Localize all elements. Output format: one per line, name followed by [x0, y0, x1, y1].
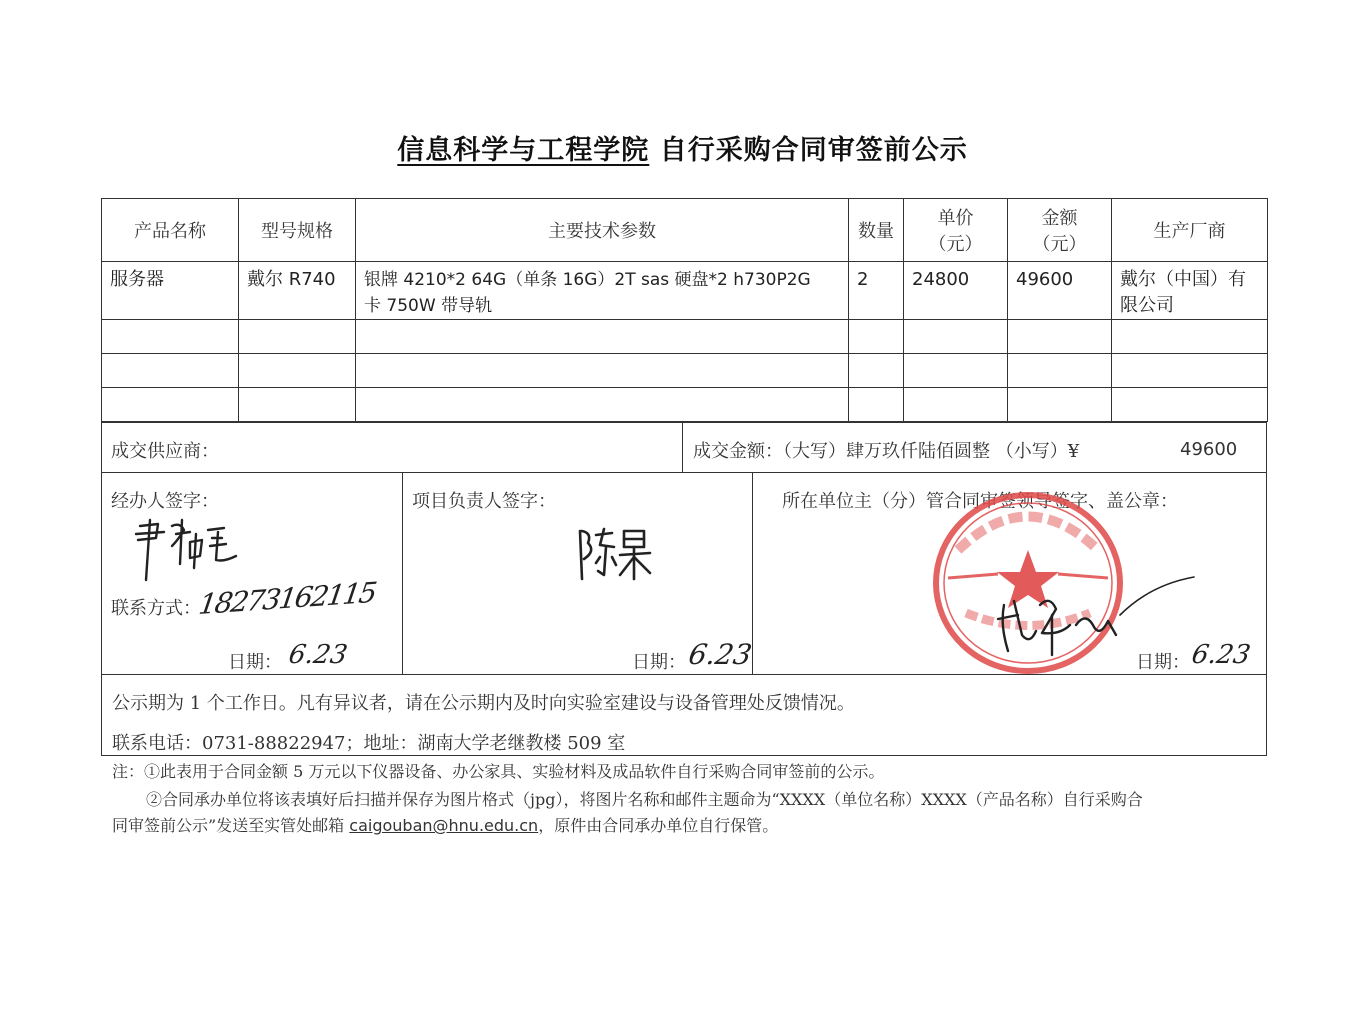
- handler-date-label: 日期：: [228, 652, 282, 673]
- cell-qty: 2: [849, 262, 904, 320]
- header-qty: 数量: [849, 199, 904, 262]
- cell-amount: 49600: [1008, 262, 1112, 320]
- notice-period: 公示期为 1 个工作日。凡有异议者，请在公示期内及时向实验室建设与设备管理处反馈情况。: [112, 693, 855, 714]
- table-row: [102, 320, 1268, 354]
- handler-signature: [132, 512, 242, 584]
- supplier-label: 成交供应商：: [111, 441, 219, 462]
- notice-contact: 联系电话：0731-88822947；地址：湖南大学老继教楼 509 室: [112, 733, 626, 754]
- document-title: [0, 128, 1365, 167]
- cell-product-name: 服务器: [102, 262, 239, 320]
- table-header-row: [102, 199, 1268, 262]
- note-2: ②合同承办单位将该表填好后扫描并保存为图片格式（jpg），将图片名称和邮件主题命为“XXXX（单位名称）XXXX（产品名称）自行采购合: [146, 790, 1143, 809]
- contact-handwritten: 18273162115: [196, 575, 378, 622]
- cell-maker: 戴尔（中国）有 限公司: [1112, 262, 1268, 320]
- cell-params: 银牌 4210*2 64G（单条 16G）2T sas 硬盘*2 h730P2G 卡 750W 带导轨: [356, 262, 849, 320]
- header-model: 型号规格: [239, 199, 356, 262]
- leader-signature: [574, 525, 654, 583]
- leader-date: 6.23: [686, 638, 755, 671]
- email-link[interactable]: caigouban@hnu.edu.cn: [349, 816, 539, 835]
- handler-date: 6.23: [286, 640, 350, 670]
- leader-date-label: 日期：: [632, 652, 686, 673]
- unit-date-label: 日期：: [1136, 652, 1190, 673]
- unit-sign-label: 所在单位主（分）管合同审签领导签字、盖公章：: [782, 491, 1178, 512]
- deal-amount-value: 49600: [1180, 439, 1238, 460]
- header-maker: 生产厂商: [1112, 199, 1268, 262]
- contact-label: 联系方式：: [111, 598, 201, 619]
- product-table: [101, 198, 1268, 422]
- table-row: [102, 354, 1268, 388]
- cell-model: 戴尔 R740: [239, 262, 356, 320]
- table-row: [102, 388, 1268, 422]
- title-subject: 自行采购合同审签前公示: [649, 135, 968, 166]
- header-amount: 金额 （元）: [1008, 199, 1112, 262]
- unit-date: 6.23: [1189, 640, 1253, 670]
- note-1: 注：①此表用于合同金额 5 万元以下仪器设备、办公家具、实验材料及成品软件自行采购合同审签前的公示。: [112, 762, 885, 781]
- title-department: 信息科学与工程学院: [397, 135, 650, 166]
- header-params: 主要技术参数: [356, 199, 849, 262]
- cell-unit-price: 24800: [904, 262, 1008, 320]
- table-row: [102, 262, 1268, 320]
- header-product-name: 产品名称: [102, 199, 239, 262]
- header-unit-price: 单价 （元）: [904, 199, 1008, 262]
- leader-sign-label: 项目负责人签字：: [412, 491, 556, 512]
- handler-sign-label: 经办人签字：: [111, 491, 219, 512]
- deal-amount-label: 成交金额：（大写）肆万玖仟陆佰圆整 （小写）¥: [693, 441, 1080, 462]
- note-3: 同审签前公示”发送至实管处邮箱 caigouban@hnu.edu.cn，原件由合同承办单位自行保管。: [112, 816, 779, 835]
